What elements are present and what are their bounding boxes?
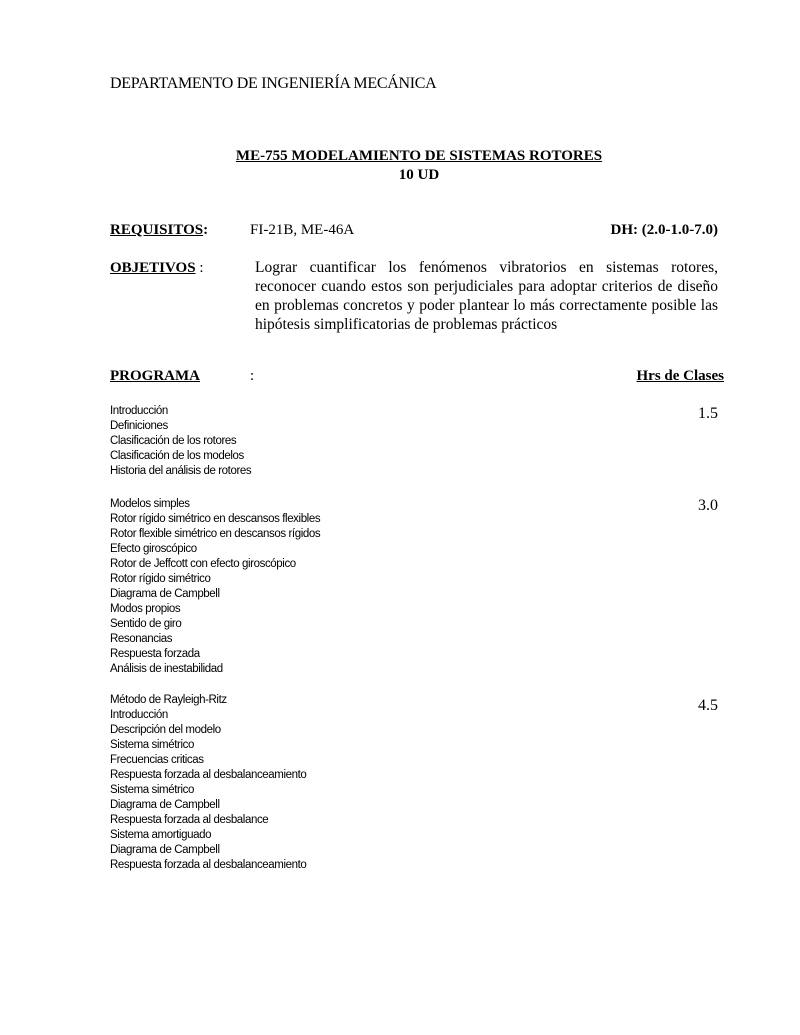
program-item: Rotor rígido simétrico — [110, 573, 211, 585]
program-item: Definiciones — [110, 420, 168, 432]
program-section-2 — [110, 497, 410, 677]
course-title: ME-755 MODELAMIENTO DE SISTEMAS ROTORES — [235, 148, 603, 164]
program-item: Clasificación de los modelos — [110, 450, 244, 462]
program-item: Efecto giroscópico — [110, 543, 197, 555]
program-item: Clasificación de los rotores — [110, 435, 237, 447]
program-item: Respuesta forzada — [110, 648, 200, 660]
program-item: Modos propios — [110, 603, 181, 615]
section-heading: Modelos simples — [110, 498, 190, 510]
program-item: Introducción — [110, 709, 168, 721]
programa-label — [110, 368, 200, 385]
objetivos-text: Lograr cuantificar los fenómenos vibratorios en sistemas rotores, reconocer cuando estos son perjudiciales para adoptar criterios de diseño en problemas concretos y poder plantear lo más correctamente posible las hipótesis simplificatorias de problemas prácticos — [255, 259, 718, 333]
program-item: Resonancias — [110, 633, 173, 645]
program-section-3 — [110, 693, 410, 873]
program-item: Respuesta forzada al desbalanceamiento — [110, 769, 307, 781]
program-item: Descripción del modelo — [110, 724, 221, 736]
objetivos-colon: : — [195, 260, 204, 276]
program-item: Respuesta forzada al desbalanceamiento — [110, 859, 307, 871]
program-item: Rotor rígido simétrico en descansos flexibles — [110, 513, 321, 525]
section-heading: Introducción — [110, 405, 168, 417]
section-3-hours: 4.5 — [698, 697, 718, 714]
hours-header: Hrs de Clases — [636, 368, 724, 384]
program-item: Análisis de inestabilidad — [110, 663, 223, 675]
programa-label-text: PROGRAMA — [110, 368, 200, 384]
program-item: Diagrama de Campbell — [110, 844, 220, 856]
programa-colon: : — [250, 368, 255, 384]
requisitos-value: FI-21B, ME-46A — [250, 222, 355, 238]
program-item: Rotor flexible simétrico en descansos rígidos — [110, 528, 321, 540]
program-item: Respuesta forzada al desbalance — [110, 814, 269, 826]
requisitos-label — [110, 222, 208, 239]
requisitos-label-text: REQUISITOS — [110, 222, 204, 238]
section-2-hours: 3.0 — [698, 497, 718, 514]
program-item: Sistema simétrico — [110, 739, 194, 751]
program-item: Sentido de giro — [110, 618, 182, 630]
objetivos-label-text: OBJETIVOS — [110, 260, 196, 276]
program-item: Rotor de Jeffcott con efecto giroscópico — [110, 558, 296, 570]
program-item: Sistema amortiguado — [110, 829, 212, 841]
objetivos-label — [110, 260, 203, 277]
section-heading: Método de Rayleigh-Ritz — [110, 694, 227, 706]
department-heading: DEPARTAMENTO DE INGENIERÍA MECÁNICA — [110, 75, 437, 92]
dh-value: DH: (2.0-1.0-7.0) — [610, 222, 718, 238]
program-item: Sistema simétrico — [110, 784, 194, 796]
section-1-hours: 1.5 — [698, 405, 718, 422]
program-item: Frecuencias criticas — [110, 754, 204, 766]
program-item: Diagrama de Campbell — [110, 799, 220, 811]
course-units: 10 UD — [398, 167, 440, 183]
program-item: Diagrama de Campbell — [110, 588, 220, 600]
program-item: Historia del análisis de rotores — [110, 465, 252, 477]
program-section-1 — [110, 404, 410, 479]
requisitos-colon: : — [203, 222, 209, 238]
